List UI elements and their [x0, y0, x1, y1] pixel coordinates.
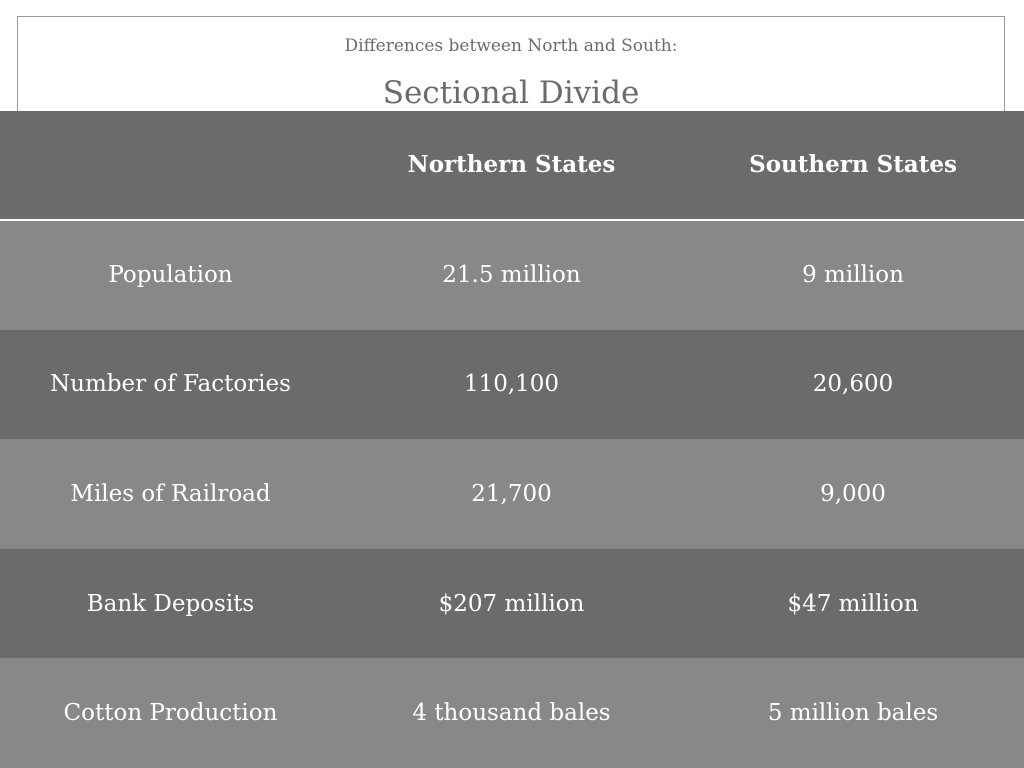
table-row [0, 330, 1024, 440]
north-value: 4 thousand bales [412, 700, 611, 727]
row-label: Bank Deposits [86, 590, 255, 617]
north-value: 21,700 [471, 480, 552, 507]
header-cell-empty [0, 111, 341, 220]
title-box [17, 16, 1005, 111]
table-header-row [0, 111, 1024, 220]
row-label: Population [108, 262, 233, 289]
south-value: 20,600 [812, 371, 894, 398]
table-row [0, 658, 1024, 768]
page-title: Sectional Divide [382, 75, 640, 111]
comparison-table [0, 111, 1024, 768]
south-value: 9,000 [820, 480, 886, 507]
table-row [0, 220, 1024, 330]
north-value: 21.5 million [442, 262, 581, 289]
south-value: $47 million [787, 590, 919, 617]
row-label: Number of Factories [50, 371, 291, 398]
south-value: 9 million [802, 262, 904, 289]
row-label: Cotton Production [63, 700, 278, 727]
north-value: $207 million [438, 590, 585, 617]
south-value: 5 million bales [767, 700, 939, 727]
header-cell-southern-states: Southern States [682, 111, 1024, 220]
table-row [0, 439, 1024, 549]
table-row [0, 549, 1024, 659]
subtitle: Differences between North and South: [344, 36, 678, 56]
north-value: 110,100 [463, 371, 560, 398]
row-label: Miles of Railroad [70, 480, 271, 507]
header-cell-northern-states: Northern States [341, 111, 682, 220]
